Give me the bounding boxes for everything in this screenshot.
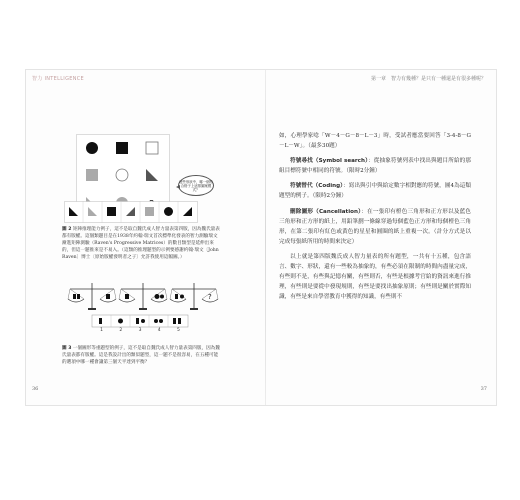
black-circle-icon [86, 142, 98, 154]
subtest-term: 符號替代（Coding） [290, 183, 344, 190]
option-number: 5 [176, 328, 180, 333]
option-number: 2 [119, 328, 123, 333]
right-page-body [279, 131, 471, 307]
subtest-paragraph [279, 181, 471, 201]
balance-scale-icon [170, 283, 218, 310]
balance-scale-icon [119, 283, 167, 310]
speech-bubble: 這些形狀中，哪一個符合格子上這排圖案模式？ [178, 175, 214, 196]
option-number: 1 [100, 328, 104, 333]
figure-3-caption-text: 一個圖形等重題型的例子，這不是取自魏氏成人智力量表第四版，因為魏氏量表都有版權。這是我設計出的類似題型，這一題不是很容易，在五種可能的選項中哪一種會讓第三個天平達到平衡？ [62, 346, 220, 365]
options-numbers [92, 328, 188, 333]
figure-2-caption-text: 矩陣推理能力例子，這不是取自魏氏成人智力量表第四版，因為魏氏量表都有版權。這個類題目是在1938年約翰·瑞文首次標準化發表的智力測驗瑞文漸進矩陣測驗（Raven's Progressive Matrices）的數目類型是延伸出來的，但這一題推來是不易入。（這類的推理題型的示例要感謝約翰·瑞文〔John Raven〕博士〔原始版權發明者之子〕允許我使用這幅圖。） [62, 227, 220, 260]
figure-2-caption [62, 226, 222, 261]
closing-paragraph: 以上就是第四版魏氏成人智力量表的所有題型，一共有十五種，包含語言、數字、形狀，還有一些較為抽象的，有些必須在限制的時間內盡量完成，有些則不是，有些與記憶有關，有些則否，有些是根據考官給的資訊來進行推理，有些則是要從中發現規則，有些是要找出抽象原則；有些則是關於實際知識，有些是來自學習教育中獲得的知識，有些則不 [279, 253, 471, 301]
subtest-term: 刪除圖形（Cancellation） [290, 208, 362, 215]
right-page-number: 37 [480, 386, 487, 392]
option-number: 4 [157, 328, 161, 333]
answer-options-row [64, 201, 198, 223]
balance-scale-icon [68, 283, 116, 310]
left-page-number: 36 [32, 386, 39, 392]
answer-options-svg [64, 201, 198, 223]
option-number: 3 [138, 328, 142, 333]
svg-text:?: ? [208, 293, 212, 301]
grey-square-icon [86, 169, 98, 181]
figure-3-balance-scales [64, 279, 222, 337]
option-black-circle-icon [164, 207, 173, 216]
figure-3-label: 圖 3 [62, 346, 72, 351]
subtest-paragraph [279, 156, 471, 176]
subtest-text: ：在一張印有橙色三角形和正方形以及藍色三角形和正方形的紙上，用鉛筆劃一條線穿過每個藍色正方形和每個橙色三角形，在第二張印有紅色或黃色的星星和圓圈的紙上重複一次。（計分方式是以完成每張紙所用的時間來決定） [279, 208, 471, 245]
figure-2-label: 圖 2 [62, 227, 72, 232]
right-running-header: 第一章 智力有幾種？是只有一種還是有很多種呢？ [370, 76, 486, 82]
figure-3-caption [62, 345, 222, 366]
subtest-term: 符號尋找（Symbol search） [290, 158, 369, 165]
left-running-header: 智力 INTELLIGENCE [32, 76, 84, 82]
book-gutter [265, 70, 266, 405]
black-square-icon [116, 142, 128, 154]
intro-paragraph: 如，心理學家唸「W－4－G－8－L－3」時，受試者應當要回答「3-4-8－G－L－W」。（最多30題） [279, 133, 471, 150]
subtest-paragraph [279, 207, 471, 247]
subtest-text: ：寫出與引中與給定數字相對應的符號，圖4為這類題型的例子。（限時2分鐘） [279, 183, 471, 200]
subtest-text: ：從抽象符號列表中找出與題目所給的那組目標符號中相同的符號。（限時2分鐘） [279, 158, 471, 175]
option-black-square-icon [107, 207, 116, 216]
option-grey-square-icon [145, 207, 154, 216]
